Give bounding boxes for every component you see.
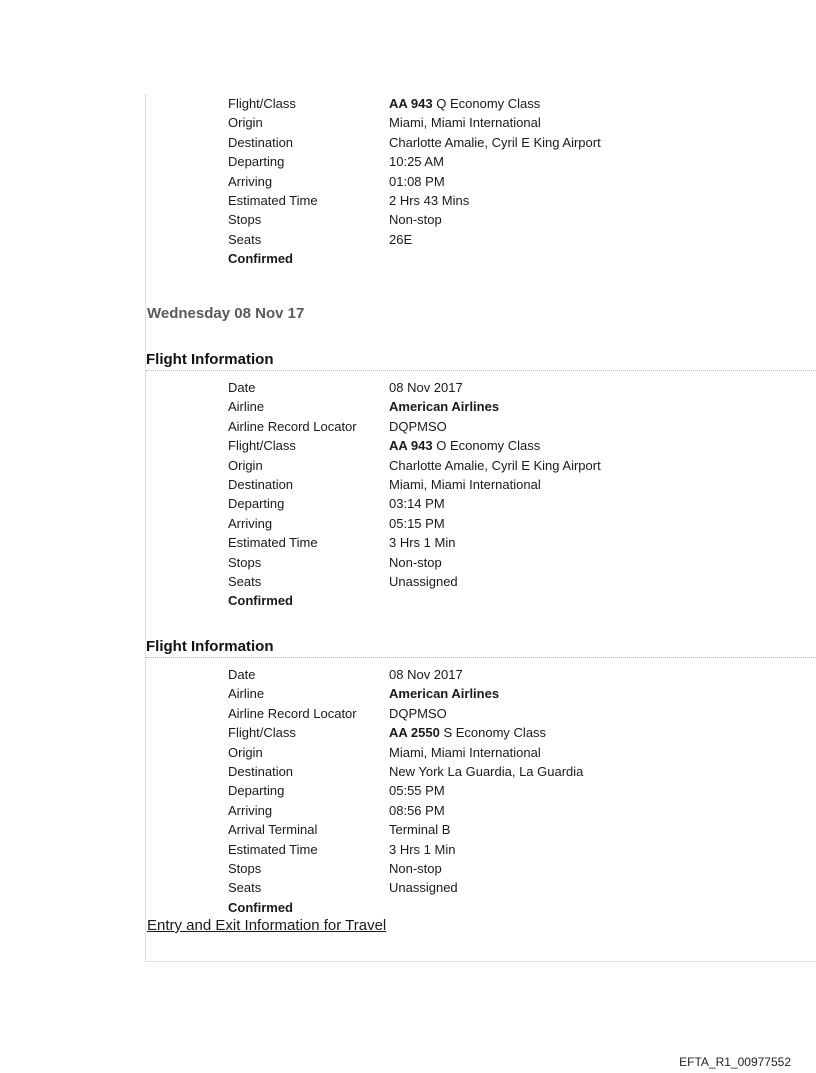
day-heading: Wednesday 08 Nov 17	[147, 305, 305, 322]
airline-name: American Airlines	[389, 399, 500, 415]
row-value: DQPMSO	[389, 418, 447, 434]
row-label: Flight/Class	[228, 725, 296, 741]
row-label: Stops	[228, 554, 262, 570]
row-value: Charlotte Amalie, Cyril E King Airport	[389, 457, 601, 473]
row-value: Terminal B	[389, 822, 451, 838]
row-value: 08 Nov 2017	[389, 380, 463, 395]
row-label: Airline	[228, 686, 265, 702]
row-label: Origin	[228, 744, 263, 760]
row-label: Estimated Time	[228, 841, 318, 857]
status-confirmed: Confirmed	[228, 899, 293, 915]
row-value: DQPMSO	[389, 705, 447, 721]
row-label: Estimated Time	[228, 535, 318, 551]
row-label: Departing	[228, 783, 285, 799]
status-confirmed: Confirmed	[228, 593, 293, 609]
row-label: Departing	[228, 496, 285, 512]
row-value: 26E	[389, 231, 413, 247]
row-value: 05:15 PM	[389, 515, 445, 531]
row-label: Arrival Terminal	[228, 822, 318, 838]
row-label: Arriving	[228, 802, 273, 818]
row-label: Destination	[228, 763, 294, 779]
row-value	[389, 723, 546, 742]
row-label: Seats	[228, 231, 262, 247]
row-label: Origin	[228, 457, 263, 473]
flight-code: AA 943	[389, 438, 433, 454]
row-value: New York La Guardia, La Guardia	[389, 763, 584, 779]
row-value: 03:14 PM	[389, 496, 445, 512]
row-label: Date	[228, 667, 256, 682]
row-value: Miami, Miami International	[389, 476, 541, 492]
row-value: 3 Hrs 1 Min	[389, 535, 456, 551]
row-value: 01:08 PM	[389, 173, 445, 189]
row-label: Arriving	[228, 515, 273, 531]
airline-name: American Airlines	[389, 686, 500, 702]
document-id: EFTA_R1_00977552	[679, 1055, 791, 1069]
flight-class: S Economy Class	[443, 725, 547, 741]
row-label: Destination	[228, 476, 294, 492]
flight-class: Q Economy Class	[436, 96, 541, 111]
row-value: 05:55 PM	[389, 783, 445, 799]
row-label: Stops	[228, 212, 262, 228]
flight-code: AA 2550	[389, 725, 440, 741]
flight-code: AA 943	[389, 96, 433, 111]
row-label: Airline	[228, 399, 265, 415]
row-value: 3 Hrs 1 Min	[389, 841, 456, 857]
row-label: Airline Record Locator	[228, 418, 357, 434]
row-label: Estimated Time	[228, 192, 318, 208]
row-value	[389, 436, 540, 455]
entry-exit-information-link[interactable]: Entry and Exit Information for Travel	[147, 917, 387, 934]
row-label: Stops	[228, 860, 262, 876]
flight-class: O Economy Class	[436, 438, 541, 454]
row-value: 10:25 AM	[389, 154, 444, 170]
section-title-flight-information: Flight Information	[146, 351, 816, 371]
row-value: Miami, Miami International	[389, 115, 541, 131]
row-label: Seats	[228, 880, 262, 896]
status-confirmed: Confirmed	[228, 251, 293, 267]
row-label: Seats	[228, 573, 262, 589]
row-value: Unassigned	[389, 573, 458, 589]
row-label: Departing	[228, 154, 285, 170]
row-value: Unassigned	[389, 880, 458, 896]
row-value: Charlotte Amalie, Cyril E King Airport	[389, 134, 601, 150]
row-label: Origin	[228, 115, 263, 131]
row-value: 08 Nov 2017	[389, 667, 463, 682]
row-value: Non-stop	[389, 860, 442, 876]
row-value: Non-stop	[389, 554, 442, 570]
row-value: 2 Hrs 43 Mins	[389, 192, 470, 208]
row-value: Miami, Miami International	[389, 744, 541, 760]
row-value	[389, 94, 540, 113]
row-label: Date	[228, 380, 256, 395]
row-label: Airline Record Locator	[228, 705, 357, 721]
row-label: Flight/Class	[228, 438, 296, 454]
row-label: Flight/Class	[228, 96, 296, 111]
row-label: Destination	[228, 134, 294, 150]
row-label: Arriving	[228, 173, 273, 189]
section-title-flight-information: Flight Information	[146, 638, 816, 658]
row-value: Non-stop	[389, 212, 442, 228]
row-value: 08:56 PM	[389, 802, 445, 818]
